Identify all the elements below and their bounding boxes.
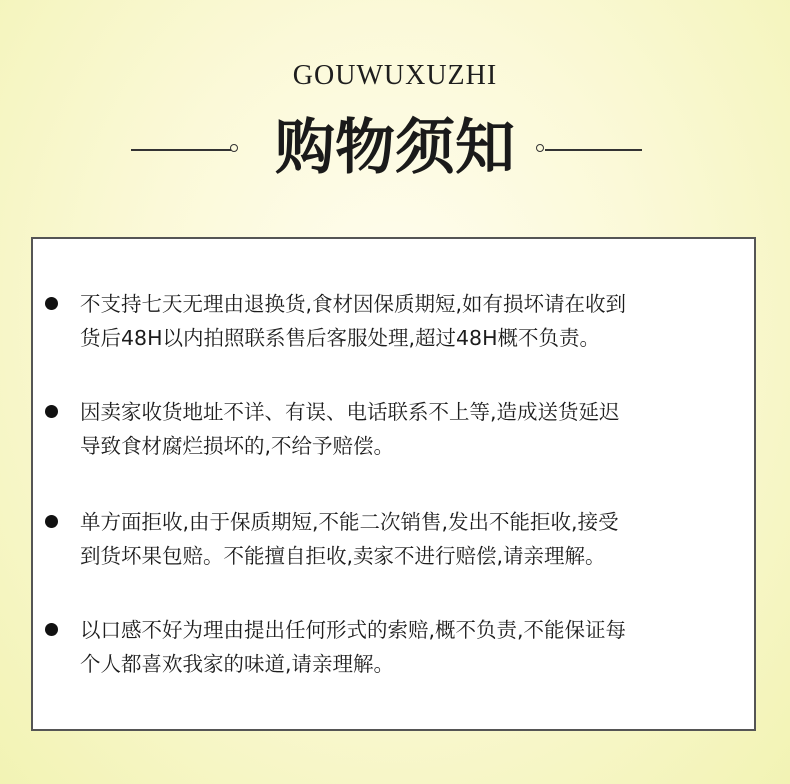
notice-line: 不支持七天无理由退换货,食材因保质期短,如有损坏请在收到 bbox=[80, 292, 627, 316]
bullet-icon bbox=[45, 405, 58, 418]
notice-line: 以口感不好为理由提出任何形式的索赔,概不负责,不能保证每 bbox=[80, 618, 627, 642]
notice-line: 导致食材腐烂损坏的,不给予赔偿。 bbox=[80, 434, 395, 458]
page-title: 购物须知 bbox=[275, 113, 515, 183]
notice-line: 个人都喜欢我家的味道,请亲理解。 bbox=[80, 652, 395, 676]
notice-line: 到货坏果包赔。不能擅自拒收,卖家不进行赔偿,请亲理解。 bbox=[80, 544, 606, 568]
title-row bbox=[0, 108, 790, 188]
decorative-dot-right-icon bbox=[536, 144, 544, 152]
notice-text bbox=[80, 395, 750, 463]
notice-text bbox=[80, 505, 750, 573]
bullet-icon bbox=[45, 515, 58, 528]
notice-text bbox=[80, 613, 750, 681]
notice-line: 单方面拒收,由于保质期短,不能二次销售,发出不能拒收,接受 bbox=[80, 510, 619, 534]
header-subtitle: GOUWUXUZHI bbox=[292, 60, 498, 91]
notice-line: 货后48H以内拍照联系售后客服处理,超过48H概不负责。 bbox=[80, 326, 601, 350]
bullet-icon bbox=[45, 297, 58, 310]
notice-box bbox=[31, 237, 756, 731]
notice-text bbox=[80, 287, 750, 355]
decorative-line-right bbox=[545, 149, 642, 151]
header bbox=[0, 0, 790, 220]
bullet-icon bbox=[45, 623, 58, 636]
notice-line: 因卖家收货地址不详、有误、电话联系不上等,造成送货延迟 bbox=[80, 400, 620, 424]
